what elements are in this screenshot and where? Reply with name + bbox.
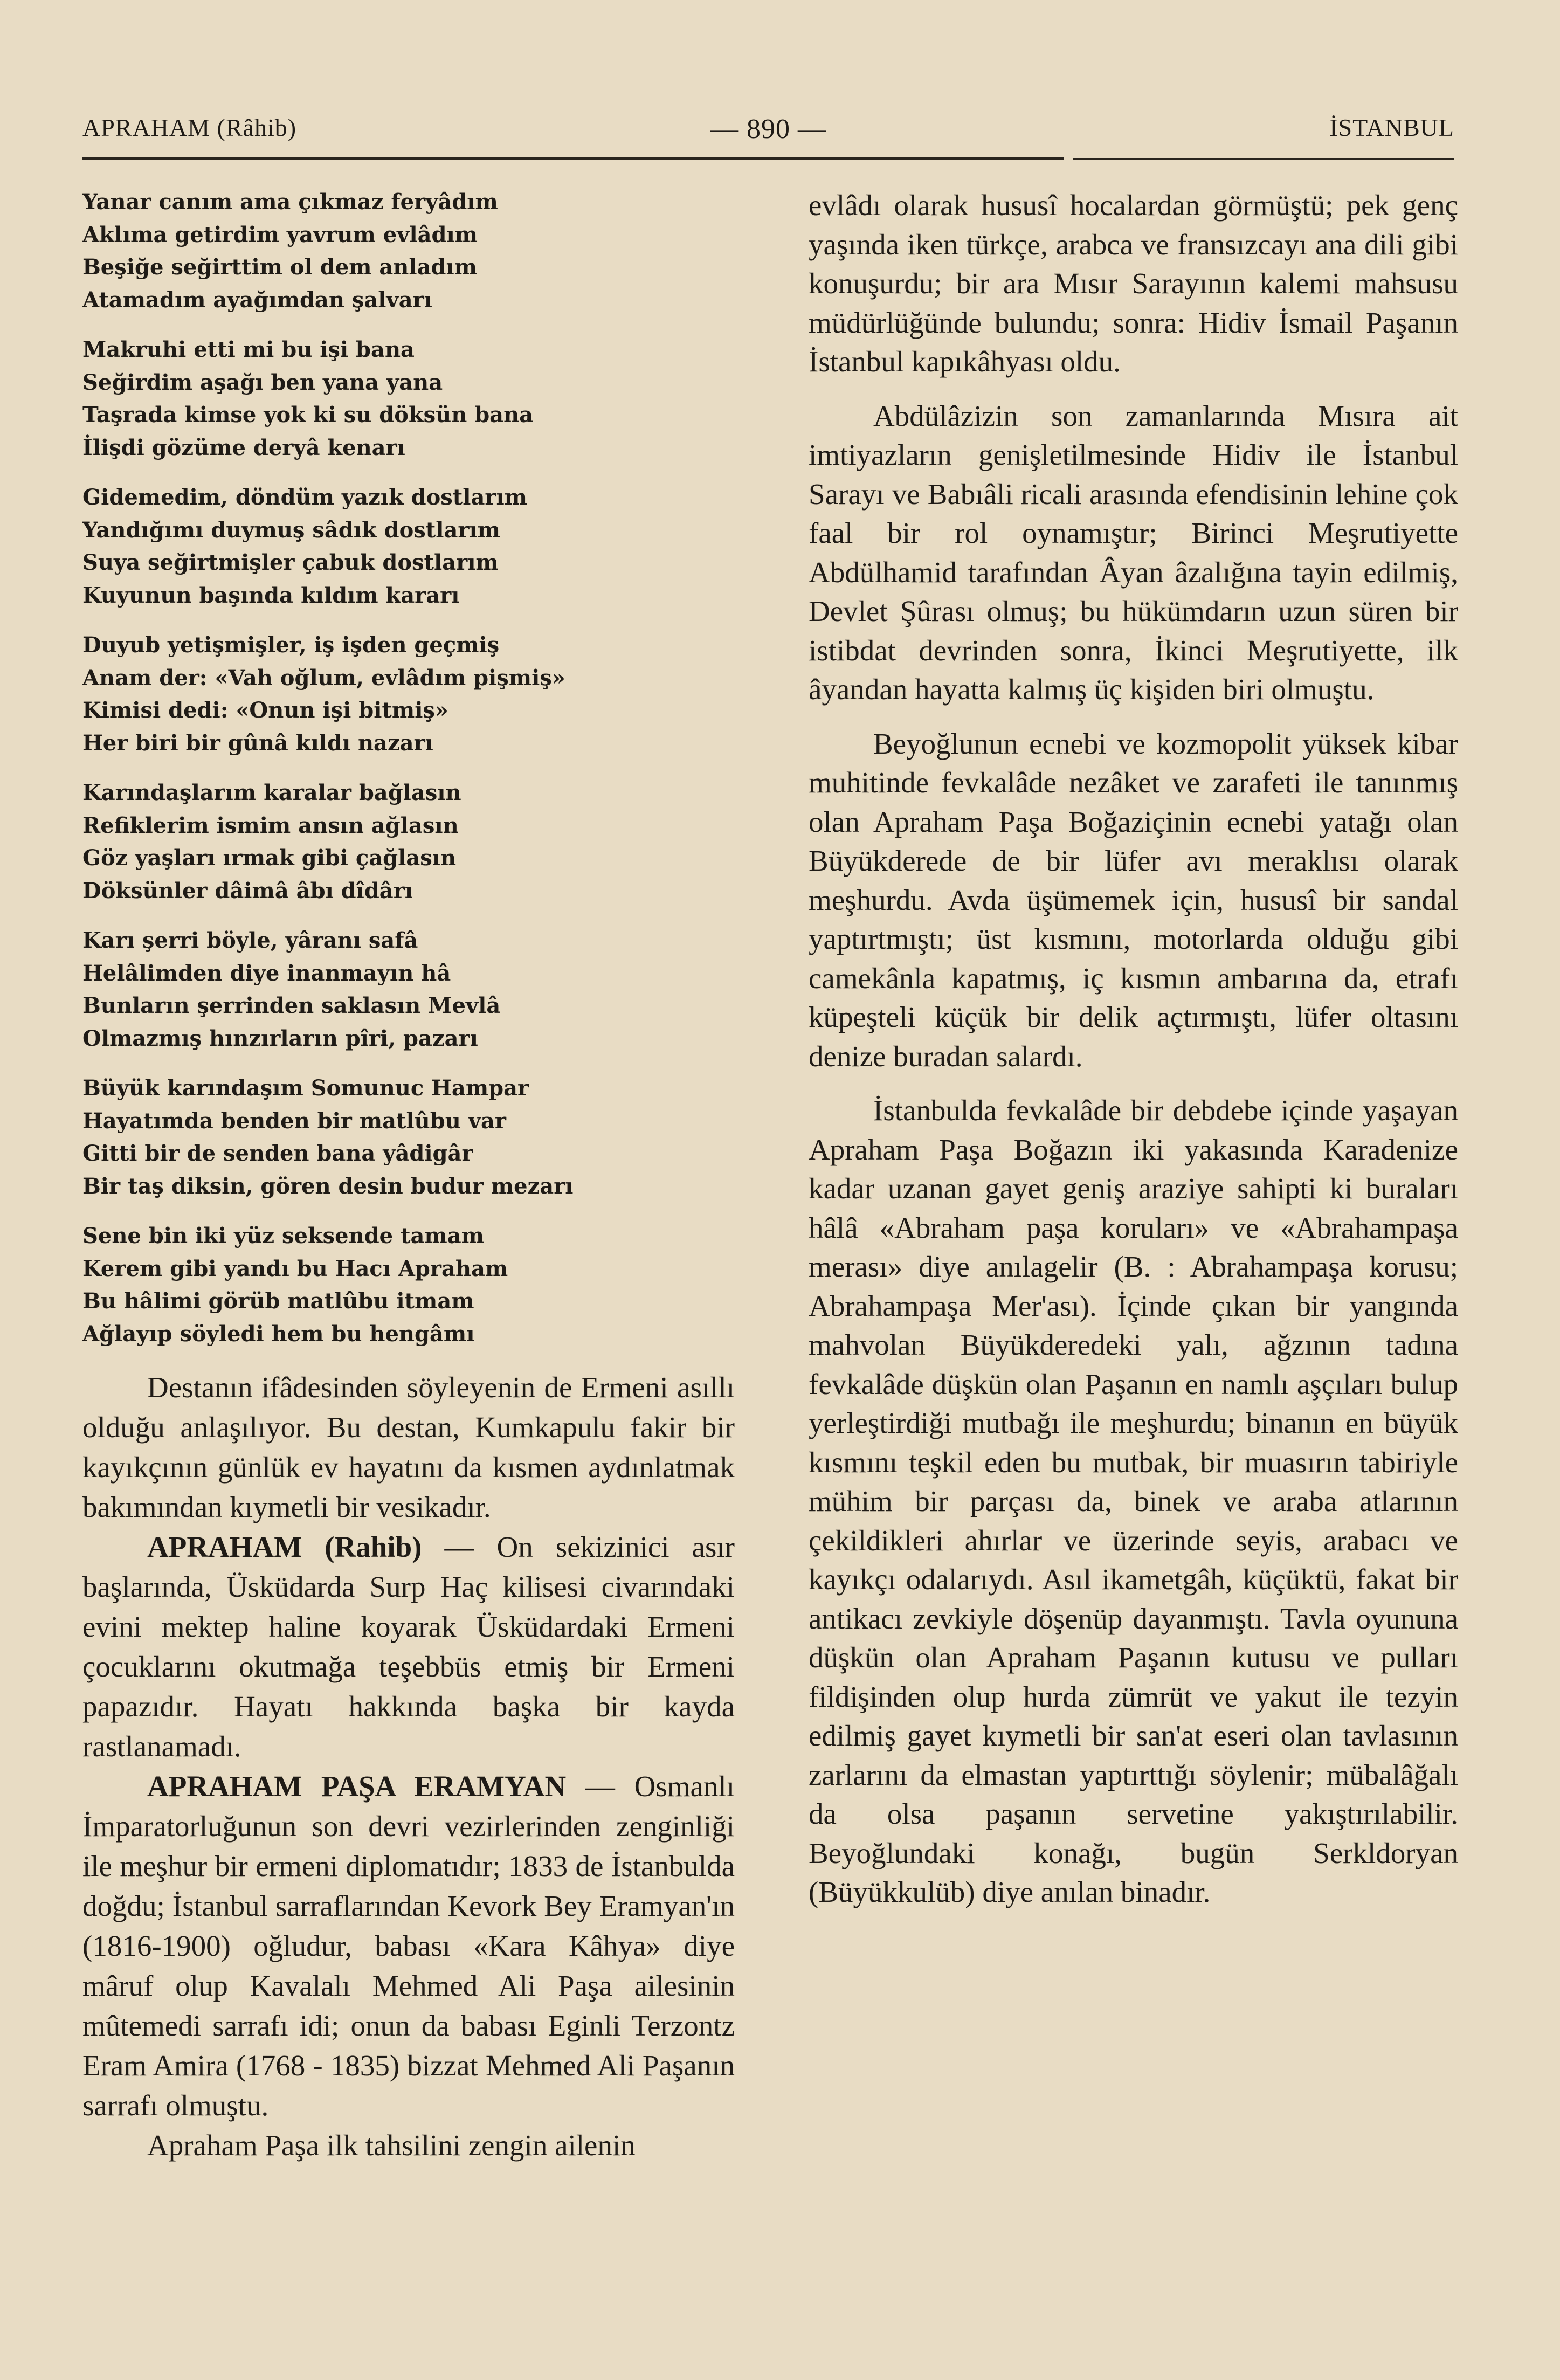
poem-line: Bu hâlimi görüb matlûbu itmam: [82, 1288, 474, 1314]
poem-line: Karı şerri böyle, yâranı safâ: [82, 928, 418, 953]
poem-line: Yanar canım ama çıkmaz feryâdım: [82, 189, 498, 215]
header-rule: [82, 157, 1064, 160]
poem-stanza: [82, 1220, 735, 1350]
paragraph: Abdülâzizin son zamanlarında Mısıra ait imtiyazların genişletilmesinde Hidiv ile İstanbul Sarayı ve Babıâli ricali arasında efendisinin lehine çok faal bir rol oynamıştır; Birinci Meşrutiyette Abdülhamid tarafından Âyan âzalığına tayin edilmiş, Devlet Şûrası olmuş; bu hükümdarın uzun süren bir istibdat devrinden sonra, İkinci Meşrutiyette, ilk âyandan hayatta kalmış üç kişiden biri olmuştu.: [809, 399, 1458, 706]
paragraph: evlâdı olarak hususî hocalardan görmüştü; pek genç yaşında iken türkçe, arabca ve fransızcayı ana dili gibi konuşurdu; bir ara Mısır Sarayının kalemi mahsusu müdürlüğünde bulundu; sonra: Hidiv İsmail Paşanın İstanbul kapıkâhyası oldu.: [809, 189, 1458, 378]
poem-line: Bunların şerrinden saklasın Mevlâ: [82, 993, 501, 1018]
poem-stanza: [82, 186, 735, 316]
poem-line: Anam der: «Vah oğlum, evlâdım pişmiş»: [82, 665, 565, 691]
header-rule: [1073, 158, 1454, 160]
entry-heading: APRAHAM PAŞA ERAMYAN: [147, 1770, 567, 1803]
header-section-title: İSTANBUL: [1329, 114, 1454, 141]
poem-line: Duyub yetişmişler, iş işden geçmiş: [82, 632, 500, 658]
poem-line: İlişdi gözüme deryâ kenarı: [82, 434, 405, 460]
poem-line: Kuyunun başında kıldım kararı: [82, 582, 460, 608]
poem: [82, 186, 735, 1350]
poem-line: Sene bin iki yüz seksende tamam: [82, 1223, 484, 1248]
poem-line: Aklıma getirdim yavrum evlâdım: [82, 222, 478, 247]
poem-line: Ağlayıp söyledi hem bu hengâmı: [82, 1321, 475, 1347]
paragraph-text: — On sekizinici asır başlarında, Üsküdarda Surp Haç kilisesi civarındaki evini mektep haline koyarak Üsküdardaki Ermeni çocuklarını okutmağa teşebbüs etmiş bir Ermeni papazıdır. Hayatı hakkında başka bir kayda rastlanamadı.: [82, 1530, 735, 1763]
poem-line: Olmazmış hınzırların pîri, pazarı: [82, 1025, 478, 1051]
poem-line: Taşrada kimse yok ki su döksün bana: [82, 402, 534, 427]
paragraph: [82, 1527, 735, 1767]
poem-line: Karındaşlarım karalar bağlasın: [82, 780, 461, 805]
page-number: — 890 —: [710, 114, 826, 144]
poem-line: Yandığımı duymuş sâdık dostlarım: [82, 517, 500, 543]
poem-line: Göz yaşları ırmak gibi çağlasın: [82, 845, 457, 871]
poem-line: Beşiğe seğirttim ol dem anladım: [82, 254, 477, 280]
poem-line: Helâlimden diye inanmayın hâ: [82, 960, 451, 986]
paragraph-text: Destanın ifâdesinden söyleyenin de Ermeni asıllı olduğu anlaşılıyor. Bu destan, Kumkapulu fakir bir kayıkçının günlük ev hayatını da kısmen aydınlatmak bakımından kıymetli bir vesikadır.: [82, 1371, 735, 1523]
poem-stanza: [82, 925, 735, 1055]
poem-line: Kerem gibi yandı bu Hacı Apraham: [82, 1255, 508, 1281]
paragraph-text: — Osmanlı İmparatorluğunun son devri vezirlerinden zenginliği ile meşhur bir ermeni diplomatıdır; 1833 de İstanbulda doğdu; İstanbul sarraflarından Kevork Bey Eramyan'ın (1816-1900) oğludur, babası «Kara Kâhya» diye mâruf olup Kavalalı Mehmed Ali Paşa ailesinin mûtemedi sarrafı idi; onun da babası Eginli Terzontz Eram Amira (1768 - 1835) bizzat Mehmed Ali Paşanın sarrafı olmuştu.: [82, 1770, 735, 2122]
poem-stanza: [82, 629, 735, 760]
header-entry-title: APRAHAM (Râhib): [82, 114, 297, 141]
paragraph: [82, 2126, 735, 2165]
poem-line: Gitti bir de senden bana yâdigâr: [82, 1141, 473, 1166]
left-prose: [82, 1368, 735, 2165]
poem-line: Suya seğirtmişler çabuk dostlarım: [82, 550, 499, 575]
poem-stanza: [82, 1072, 735, 1203]
poem-line: Seğirdim aşağı ben yana yana: [82, 369, 443, 395]
poem-line: Hayatımda benden bir matlûbu var: [82, 1108, 506, 1134]
poem-line: Kimisi dedi: «Onun işi bitmiş»: [82, 698, 448, 723]
poem-line: Döksünler dâimâ âbı dîdârı: [82, 878, 413, 903]
poem-line: Makruhi etti mi bu işi bana: [82, 337, 415, 362]
paragraph: [82, 1767, 735, 2126]
poem-line: Gidemedim, döndüm yazık dostlarım: [82, 485, 527, 510]
paragraph: [82, 1368, 735, 1527]
poem-line: Her biri bir gûnâ kıldı nazarı: [82, 730, 433, 756]
poem-line: Büyük karındaşım Somunuc Hampar: [82, 1075, 529, 1101]
poem-line: Atamadım ayağımdan şalvarı: [82, 287, 432, 313]
paragraph-text: Apraham Paşa ilk tahsilini zengin ailenin: [147, 2129, 636, 2162]
poem-stanza: [82, 777, 735, 907]
right-column: [809, 186, 1458, 1912]
entry-heading: APRAHAM (Rahib): [147, 1530, 422, 1563]
poem-line: Bir taş diksin, gören desin budur mezarı: [82, 1173, 574, 1199]
paragraph: İstanbulda fevkalâde bir debdebe içinde yaşayan Apraham Paşa Boğazın iki yakasında Karadenize kadar uzanan gayet geniş araziye sahipti ki buraları hâlâ «Abraham paşa koruları» ve «Abrahampaşa merası» diye anılagelir (B. : Abrahampaşa korusu; Abrahampaşa Mer'ası). İçinde çıkan bir yangında mahvolan Büyükderedeki yalı, ağzının tadına fevkalâde düşkün olan Paşanın en namlı aşçıları bulup yerleştirdiği mutbağı ile meşhurdu; binanın en büyük kısmını teşkil eden bu mutbak, bir muasırın tabiriyle mühim bir parçası da, binek ve araba atlarının çekildikleri ahırlar ve üzerinde seyis, arabacı ve kayıkçı odalarıydı. Asıl ikametgâh, küçüktü, fakat bir antikacı zevkiyle döşenüp dayanmıştı. Tavla oyununa düşkün olan Apraham Paşanın kutusu ve pulları fildişinden olup hurda zümrüt ve yakut ile tezyin edilmiş gayet kıymetli bir san'at eseri olan tavlasının zarlarını da elmastan yaptırttığı söylenir; mübalâğalı da olsa paşanın servetine yakıştırılabilir. Beyoğlundaki konağı, bugün Serkldoryan (Büyükkulüb) diye anılan binadır.: [809, 1094, 1458, 1908]
poem-line: Refiklerim ismim ansın ağlasın: [82, 812, 459, 838]
paragraph: Beyoğlunun ecnebi ve kozmopolit yüksek kibar muhitinde fevkalâde nezâket ve zarafeti ile tanınmış olan Apraham Paşa Boğaziçinin ecnebi yatağı olan Büyükderede de bir lüfer avı meraklısı olarak meşhurdu. Avda üşümemek için, hususî bir sandal yaptırtmıştı; üst kısmını, motorlarda olduğu gibi camekânla kapatmış, iç kısmın ambarına da, etrafı küpeşteli küçük bir delik açtırmıştı, lüfer oltasını denize buradan salardı.: [809, 727, 1458, 1073]
left-column: [82, 186, 735, 2165]
poem-stanza: [82, 481, 735, 612]
running-header: [82, 108, 1454, 151]
poem-stanza: [82, 334, 735, 464]
